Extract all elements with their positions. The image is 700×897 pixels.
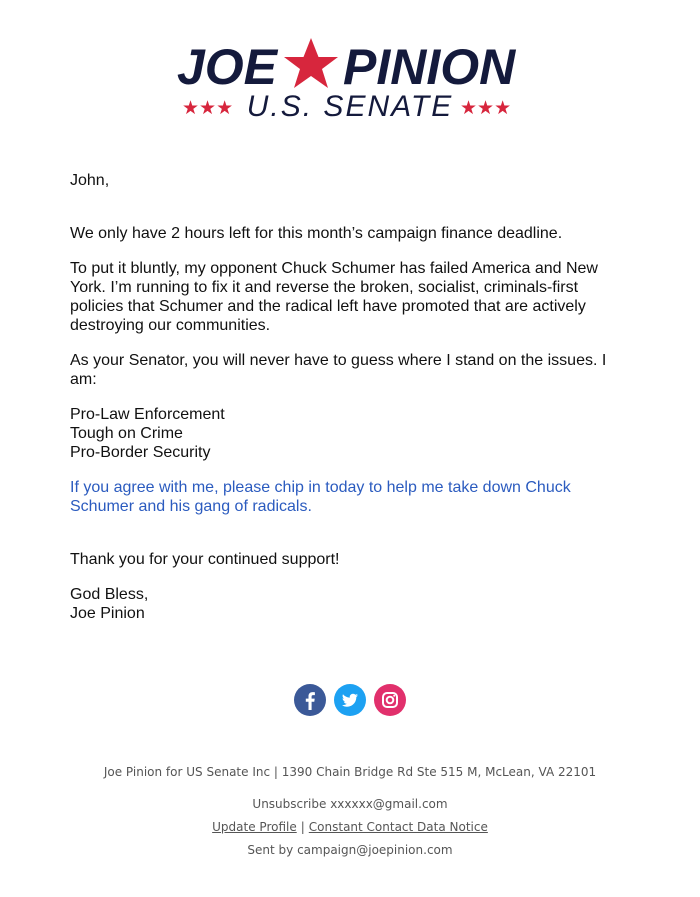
stance-item: Tough on Crime <box>70 425 183 442</box>
facebook-icon <box>294 684 326 716</box>
unsubscribe-line <box>0 797 700 811</box>
unsubscribe-text[interactable]: Unsubscribe xxxxxx@gmail.com <box>252 797 448 811</box>
logo-right-stars-icon: ★★★ <box>460 97 512 119</box>
stance-item: Pro-Law Enforcement <box>70 406 225 423</box>
logo-left-stars-icon: ★★★ <box>182 97 234 119</box>
twitter-icon <box>334 684 366 716</box>
campaign-logo <box>0 30 700 125</box>
paragraph-stance-intro: As your Senator, you will never have to guess where I stand on the issues. I am: <box>70 352 607 388</box>
instagram-button[interactable] <box>374 684 406 716</box>
paragraph-opponent: To put it bluntly, my opponent Chuck Schumer has failed America and New York. I’m running to fix it and reverse the broken, socialist, criminals-first policies that Schumer and the radical left have promoted that are actively destroying our communities. <box>70 260 598 334</box>
signature: Joe Pinion <box>70 605 145 622</box>
stance-item: Pro-Border Security <box>70 444 211 461</box>
footer-address: Joe Pinion for US Senate Inc | 1390 Chain Bridge Rd Ste 515 M, McLean, VA 22101 <box>103 765 597 779</box>
update-profile-link[interactable]: Update Profile <box>212 820 297 834</box>
logo-name-right: PINION <box>343 39 516 95</box>
paragraph-deadline: We only have 2 hours left for this month’s campaign finance deadline. <box>70 225 563 242</box>
sent-by-text: Sent by campaign@joepinion.com <box>247 843 453 857</box>
logo-name-left: JOE <box>176 39 277 95</box>
social-links <box>0 684 700 716</box>
donation-ask-paragraph <box>70 478 620 516</box>
twitter-button[interactable] <box>334 684 366 716</box>
greeting: John, <box>70 172 110 189</box>
stance-list <box>70 405 620 462</box>
facebook-button[interactable] <box>294 684 326 716</box>
instagram-icon <box>374 684 406 716</box>
thanks-text: Thank you for your continued support! <box>70 551 340 568</box>
signoff: God Bless, <box>70 586 149 603</box>
email-body <box>70 171 620 623</box>
logo-star-icon <box>284 38 338 88</box>
data-notice-link[interactable]: Constant Contact Data Notice <box>308 820 488 834</box>
footer-separator: | <box>300 820 305 834</box>
logo-subtitle: U.S. SENATE <box>246 90 454 123</box>
donation-link[interactable]: If you agree with me, please chip in today to help me take down Chuck Schumer and his gang of radicals. <box>70 479 571 515</box>
footer-links <box>0 820 700 834</box>
